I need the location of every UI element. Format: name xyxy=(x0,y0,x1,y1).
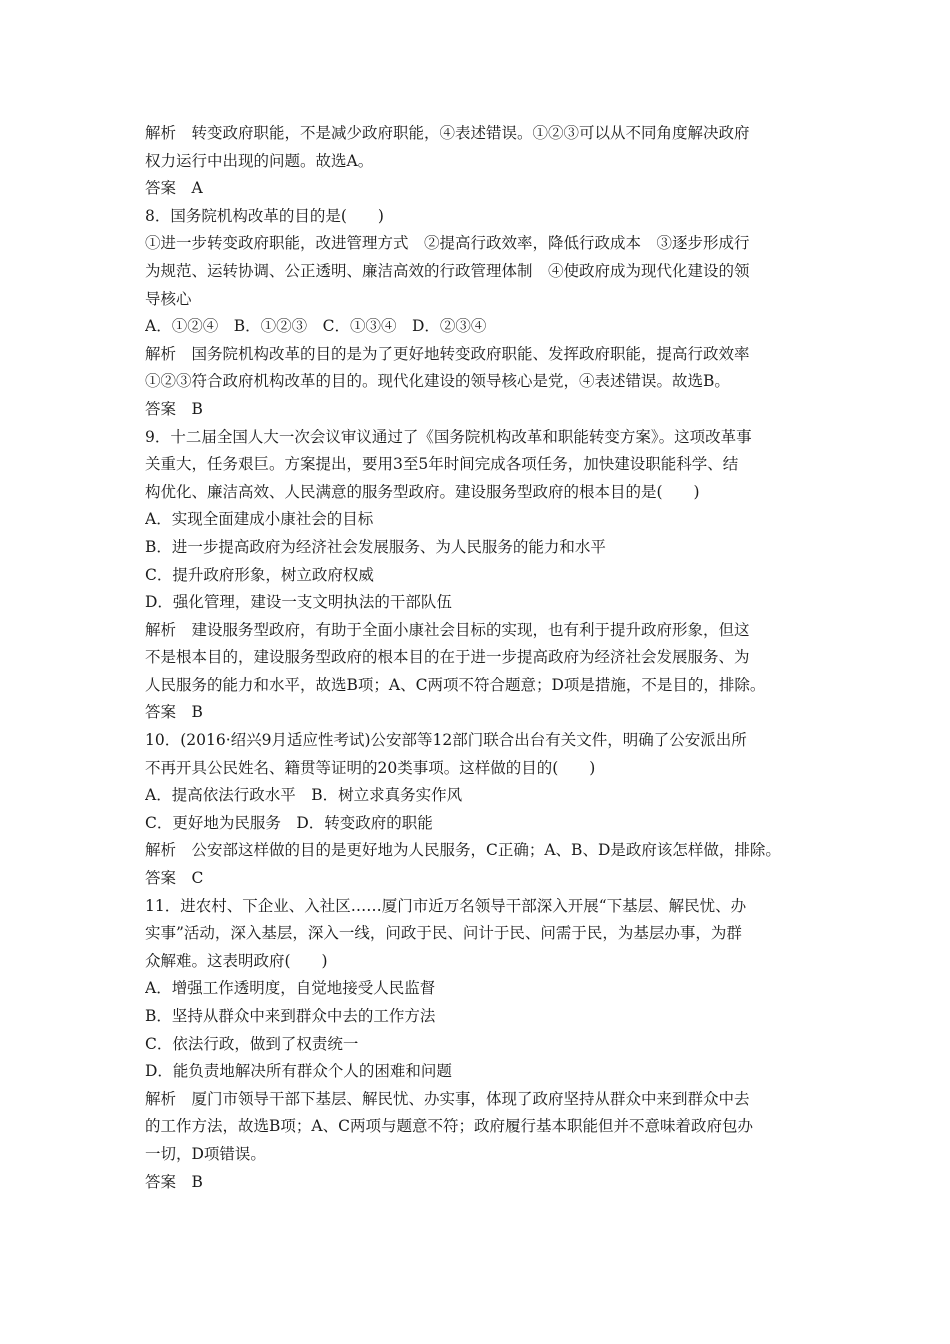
analysis-line: 解析 转变政府职能，不是减少政府职能，④表述错误。①②③可以从不同角度解决政府 xyxy=(145,124,750,142)
analysis-line: ①②③符合政府机构改革的目的。现代化建设的领导核心是党，④表述错误。故选B。 xyxy=(145,372,730,391)
question-8-statements: ①进一步转变政府职能，改进管理方式 ②提高行政效率，降低行政成本 ③逐步形成行 xyxy=(145,234,750,253)
answer-line: 答案 A xyxy=(145,179,203,198)
question-9-stem: 9．十二届全国人大一次会议审议通过了《国务院机构改革和职能转变方案》。这项改革事 xyxy=(145,427,752,446)
analysis-line: 人民服务的能力和水平，故选B项；A、C两项不符合题意；D项是措施，不是目的，排除。 xyxy=(145,675,766,694)
analysis-line: 的工作方法，故选B项；A、C两项与题意不符；政府履行基本职能但并不意味着政府包办 xyxy=(145,1117,753,1136)
question-8-statements: 为规范、运转协调、公正透明、廉洁高效的行政管理体制 ④使政府成为现代化建设的领 xyxy=(145,261,750,280)
question-10-stem: 不再开具公民姓名、籍贯等证明的20类事项。这样做的目的( ) xyxy=(145,758,596,777)
option-c: C．提升政府形象，树立政府权威 xyxy=(145,565,374,584)
analysis-line: 解析 厦门市领导干部下基层、解民忧、办实事，体现了政府坚持从群众中来到群众中去 xyxy=(145,1089,750,1108)
question-8-statements: 导核心 xyxy=(145,289,192,308)
option-c: C．依法行政，做到了权责统一 xyxy=(145,1034,359,1053)
option-b: B．坚持从群众中来到群众中去的工作方法 xyxy=(145,1007,436,1025)
analysis-line: 解析 建设服务型政府，有助于全面小康社会目标的实现，也有利于提升政府形象，但这 xyxy=(145,620,750,639)
option-a: A．增强工作透明度，自觉地接受人民监督 xyxy=(145,979,436,998)
question-9-stem: 构优化、廉洁高效、人民满意的服务型政府。建设服务型政府的根本目的是( ) xyxy=(145,482,700,501)
option-a: A．实现全面建成小康社会的目标 xyxy=(145,510,374,529)
document-body xyxy=(145,120,815,1196)
analysis-line: 不是根本目的，建设服务型政府的根本目的在于进一步提高政府为经济社会发展服务、为 xyxy=(145,648,750,667)
question-8-options: A．①②④ B．①②③ C．①③④ D．②③④ xyxy=(145,317,487,336)
answer-line: 答案 B xyxy=(145,399,203,418)
answer-line: 答案 C xyxy=(145,869,204,888)
answer-line: 答案 B xyxy=(145,1172,203,1191)
answer-line: 答案 B xyxy=(145,703,203,722)
question-8-stem: 8．国务院机构改革的目的是( ) xyxy=(145,206,384,225)
question-11-stem: 实事”活动，深入基层，深入一线，问政于民、问计于民、问需于民，为基层办事，为群 xyxy=(145,924,742,943)
option-b: B．进一步提高政府为经济社会发展服务、为人民服务的能力和水平 xyxy=(145,537,606,556)
analysis-line: 解析 公安部这样做的目的是更好地为人民服务，C正确；A、B、D是政府该怎样做，排除。 xyxy=(145,841,781,860)
analysis-line: 一切，D项错误。 xyxy=(145,1144,266,1163)
question-11-stem: 众解难。这表明政府( ) xyxy=(145,951,328,970)
analysis-line: 权力运行中出现的问题。故选A。 xyxy=(145,151,374,170)
question-10-stem: 10．(2016·绍兴9月适应性考试)公安部等12部门联合出台有关文件，明确了公安派出所 xyxy=(145,731,747,750)
question-11-stem: 11．进农村、下企业、入社区……厦门市近万名领导干部深入开展“下基层、解民忧、办 xyxy=(145,896,747,915)
analysis-line: 解析 国务院机构改革的目的是为了更好地转变政府职能、发挥政府职能，提高行政效率 xyxy=(145,344,750,363)
question-10-options: A．提高依法行政水平 B．树立求真务实作风 xyxy=(145,786,463,805)
question-10-options: C．更好地为民服务 D．转变政府的职能 xyxy=(145,813,433,832)
question-9-stem: 关重大，任务艰巨。方案提出，要用3至5年时间完成各项任务，加快建设职能科学、结 xyxy=(145,455,739,474)
option-d: D．能负责地解决所有群众个人的困难和问题 xyxy=(145,1062,452,1081)
option-d: D．强化管理，建设一支文明执法的干部队伍 xyxy=(145,593,452,612)
